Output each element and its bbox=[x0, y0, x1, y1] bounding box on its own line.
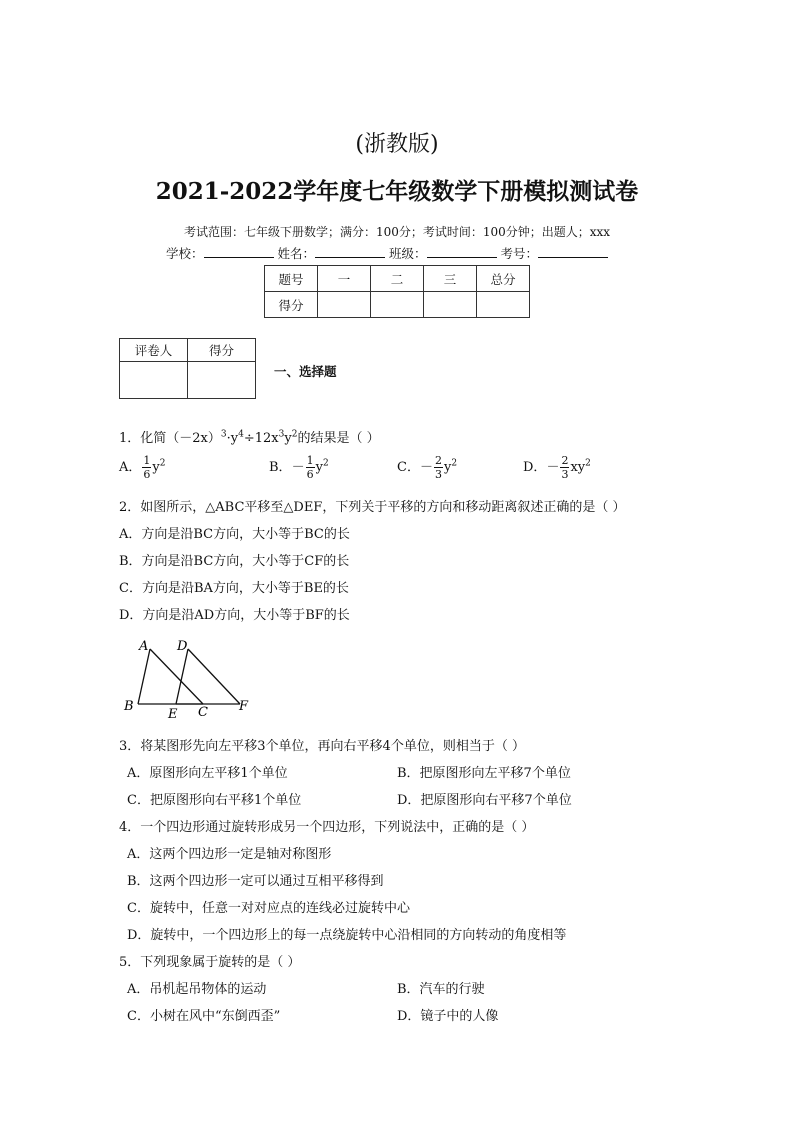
q5-option-d: D．镜子中的人像 bbox=[397, 1009, 499, 1024]
name-blank bbox=[315, 245, 385, 258]
student-info-fields bbox=[166, 244, 608, 262]
school-label: 学校： bbox=[166, 246, 204, 261]
fraction-denominator: 3 bbox=[561, 468, 569, 481]
score-cell bbox=[477, 292, 530, 318]
score-cell: 题号 bbox=[265, 266, 318, 292]
segment-de bbox=[176, 649, 188, 704]
option-exp: 2 bbox=[159, 458, 166, 469]
score-cell: 得分 bbox=[265, 292, 318, 318]
option-label: C． bbox=[397, 460, 420, 475]
option-exp: 2 bbox=[451, 458, 458, 469]
label-b: B bbox=[124, 699, 134, 714]
edition-label: (浙教版) bbox=[355, 132, 439, 157]
q4-option-d: D．旋转中，一个四边形上的每一点绕旋转中心沿相同的方向转动的角度相等 bbox=[127, 928, 567, 943]
score-cell bbox=[371, 292, 424, 318]
option-variable: y bbox=[315, 460, 323, 475]
label-e: E bbox=[168, 707, 178, 722]
class-label: 班级： bbox=[389, 246, 427, 261]
score-cell bbox=[424, 292, 477, 318]
fraction-denominator: 3 bbox=[434, 468, 442, 481]
option-variable: y bbox=[443, 460, 452, 475]
question-4-stem: 4．一个四边形通过旋转形成另一个四边形，下列说法中，正确的是（ ） bbox=[119, 820, 535, 835]
class-blank bbox=[427, 245, 497, 258]
score-cell bbox=[318, 292, 371, 318]
option-label: B． bbox=[269, 460, 292, 475]
exam-title: 2021-2022学年度七年级数学下册模拟测试卷 bbox=[155, 178, 639, 205]
option-variable: y bbox=[152, 460, 160, 475]
grader-header: 得分 bbox=[188, 339, 256, 362]
triangle-translation-figure bbox=[120, 636, 260, 722]
score-table-header-row bbox=[265, 266, 530, 292]
fraction-denominator: 6 bbox=[143, 468, 151, 481]
fraction-numerator: 2 bbox=[561, 454, 569, 467]
q1-option-c bbox=[397, 454, 457, 481]
grader-blank-row bbox=[120, 362, 256, 399]
q1-exp: 3 bbox=[220, 429, 227, 440]
q1-text: ÷12x bbox=[243, 431, 279, 446]
q1-exp: 3 bbox=[278, 429, 285, 440]
fraction-numerator: 1 bbox=[306, 454, 314, 467]
grader-header-row bbox=[120, 339, 256, 362]
option-label: A． bbox=[119, 460, 142, 475]
fraction-denominator: 6 bbox=[306, 468, 314, 481]
option-sign: － bbox=[419, 460, 433, 475]
fraction bbox=[306, 454, 315, 481]
option-sign: － bbox=[546, 460, 560, 475]
q2-option-d: D．方向是沿AD方向，大小等于BF的长 bbox=[119, 608, 350, 623]
q4-option-b: B．这两个四边形一定可以通过互相平移得到 bbox=[127, 874, 384, 889]
exam-info: 考试范围：七年级下册数学；满分：100分；考试时间：100分钟；出题人；xxx bbox=[183, 225, 611, 239]
fraction bbox=[142, 454, 151, 481]
q5-option-a: A．吊机起吊物体的运动 bbox=[127, 982, 267, 997]
q4-option-a: A．这两个四边形一定是轴对称图形 bbox=[127, 847, 332, 862]
label-f: F bbox=[239, 699, 249, 714]
question-3-stem: 3．将某图形先向左平移3个单位，再向右平移4个单位，则相当于（ ） bbox=[119, 739, 525, 754]
q2-option-a: A．方向是沿BC方向，大小等于BC的长 bbox=[119, 527, 350, 542]
q1-text: 1．化简（－2x） bbox=[119, 431, 221, 446]
score-table-score-row bbox=[265, 292, 530, 318]
q1-text: ·y bbox=[226, 431, 239, 446]
name-label: 姓名： bbox=[277, 246, 316, 261]
q1-text: y bbox=[284, 431, 292, 446]
score-cell: 二 bbox=[371, 266, 424, 292]
q1-option-a bbox=[119, 454, 165, 481]
q3-option-c: C．把原图形向右平移1个单位 bbox=[127, 793, 302, 808]
grader-blank-cell bbox=[120, 362, 188, 399]
q4-option-c: C．旋转中，任意一对对应点的连线必过旋转中心 bbox=[127, 901, 410, 916]
fraction-numerator: 1 bbox=[143, 454, 151, 467]
grader-table bbox=[119, 338, 256, 399]
fraction-numerator: 2 bbox=[434, 454, 442, 467]
score-table bbox=[264, 265, 530, 318]
option-exp: 2 bbox=[585, 458, 591, 469]
option-exp: 2 bbox=[322, 458, 329, 469]
grader-blank-cell bbox=[188, 362, 256, 399]
score-cell: 一 bbox=[318, 266, 371, 292]
q1-text: 的结果是（ ） bbox=[297, 431, 380, 446]
option-variable: xy bbox=[570, 460, 586, 475]
question-2-stem: 2．如图所示，△ABC平移至△DEF，下列关于平移的方向和移动距离叙述正确的是（ ） bbox=[119, 500, 626, 515]
q5-option-c: C．小树在风中“东倒西歪” bbox=[127, 1009, 281, 1024]
q1-exp: 2 bbox=[291, 429, 298, 440]
label-a: A bbox=[139, 639, 149, 654]
exam-number-blank bbox=[538, 245, 608, 258]
school-blank bbox=[204, 245, 274, 258]
exam-number-label: 考号： bbox=[500, 246, 539, 261]
q3-option-a: A．原图形向左平移1个单位 bbox=[127, 766, 288, 781]
q2-option-b: B．方向是沿BC方向，大小等于CF的长 bbox=[119, 554, 350, 569]
fraction bbox=[434, 454, 443, 481]
q3-option-d: D．把原图形向右平移7个单位 bbox=[397, 793, 572, 808]
fraction bbox=[560, 454, 569, 481]
segment-ab bbox=[138, 649, 150, 704]
option-label: D． bbox=[523, 460, 547, 475]
score-cell: 总分 bbox=[477, 266, 530, 292]
question-5-stem: 5．下列现象属于旋转的是（ ） bbox=[119, 955, 301, 970]
q3-option-b: B．把原图形向左平移7个单位 bbox=[397, 766, 571, 781]
option-sign: － bbox=[291, 460, 305, 475]
label-d: D bbox=[177, 639, 188, 654]
q2-option-c: C．方向是沿BA方向，大小等于BE的长 bbox=[119, 581, 349, 596]
q1-option-d bbox=[523, 454, 591, 481]
section-title: 一、选择题 bbox=[274, 364, 337, 379]
label-c: C bbox=[198, 705, 208, 720]
grader-header: 评卷人 bbox=[120, 339, 188, 362]
q1-exp: 4 bbox=[238, 429, 244, 440]
question-1-stem bbox=[119, 427, 380, 446]
q5-option-b: B．汽车的行驶 bbox=[397, 982, 485, 997]
score-cell: 三 bbox=[424, 266, 477, 292]
q1-option-b bbox=[269, 454, 329, 481]
